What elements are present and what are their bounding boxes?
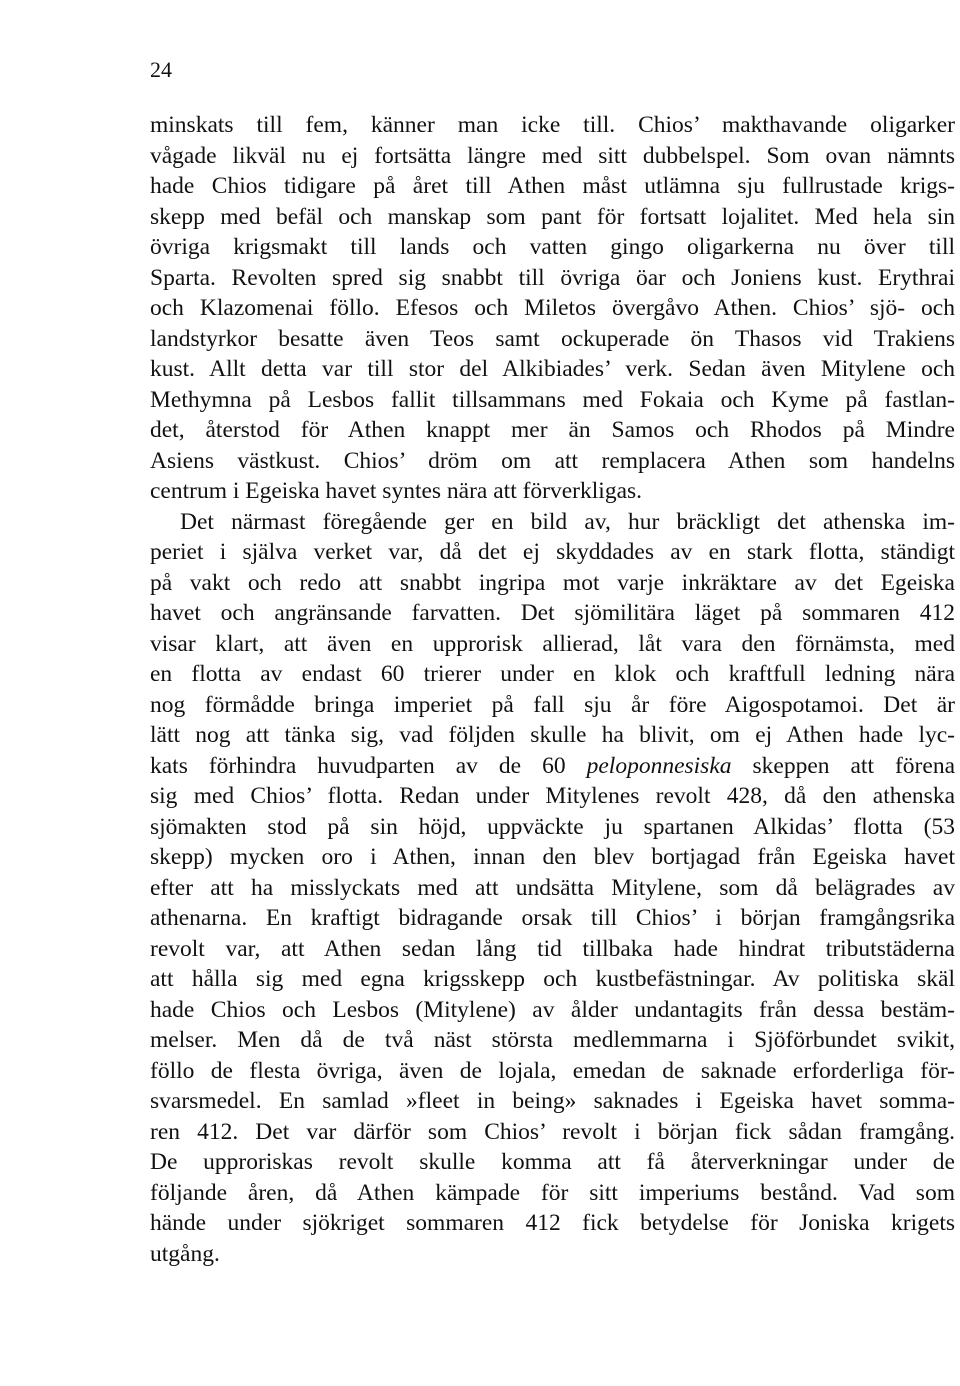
text-line: föllo de flesta övriga, även de lojala, emedan de saknade erforderliga för- (150, 1057, 955, 1084)
text-line: sig med Chios’ flotta. Redan under Mitylenes revolt 428, då den athenska (150, 783, 955, 809)
text-line: skepp) mycken oro i Athen, innan den blev bortjagad från Egeiska havet (150, 844, 955, 870)
text-line: nog förmådde bringa imperiet på fall sju år före Aigospotamoi. Det är (150, 691, 955, 718)
text-line: hände under sjökriget sommaren 412 fick betydelse för Joniska krigets (150, 1210, 955, 1236)
text-line: en flotta av endast 60 trierer under en klok och kraftfull ledning nära (150, 661, 955, 687)
text-line: det, återstod för Athen knappt mer än Samos och Rhodos på Mindre (150, 417, 955, 443)
text-line: Sparta. Revolten spred sig snabbt till övriga öar och Joniens kust. Erythrai (150, 264, 955, 291)
text-line: periet i själva verket var, då det ej skyddades av en stark flotta, ständigt (150, 539, 955, 565)
text-line: revolt var, att Athen sedan lång tid tillbaka hade hindrat tributstäderna (150, 935, 955, 962)
paragraph-2 (150, 507, 955, 1270)
text-line: havet och angränsande farvatten. Det sjömilitära läget på sommaren 412 (150, 600, 955, 626)
text-line: landstyrkor besatte även Teos samt ockuperade ön Thasos vid Trakiens (150, 325, 955, 352)
text-line: följande åren, då Athen kämpade för sitt imperiums bestånd. Vad som (150, 1179, 955, 1206)
text-line: efter att ha misslyckats med att undsätta Mitylene, som då belägrades av (150, 874, 955, 901)
italic-word: peloponnesiska (586, 752, 732, 779)
text-line: minskats till fem, känner man icke till. Chios’ makthavande oligarker (150, 112, 955, 138)
text-line: centrum i Egeiska havet syntes nära att förverkligas. (150, 478, 643, 504)
text-line: övriga krigsmakt till lands och vatten gingo oligarkerna nu över till (150, 234, 955, 260)
body-text (150, 110, 955, 1269)
text-line: lätt nog att tänka sig, vad följden skulle ha blivit, om ej Athen hade lyc- (150, 722, 955, 748)
text-line: vågade likväl nu ej fortsätta längre med sitt dubbelspel. Som ovan nämnts (150, 142, 955, 169)
text-line: athenarna. En kraftigt bidragande orsak till Chios’ i början framgångsrika (150, 905, 955, 931)
text-line-with-italic (150, 751, 955, 782)
text-line: melser. Men då de två näst största medlemmarna i Sjöförbundet svikit, (150, 1027, 955, 1053)
text-segment: skeppen att förena (731, 752, 955, 779)
text-line: ren 412. Det var därför som Chios’ revolt i början fick sådan framgång. (150, 1118, 955, 1145)
text-line: De upproriskas revolt skulle komma att få återverkningar under de (150, 1149, 955, 1175)
text-line: svarsmedel. En samlad »fleet in being» saknades i Egeiska havet somma- (150, 1088, 955, 1114)
text-line: sjömakten stod på sin höjd, uppväckte ju spartanen Alkidas’ flotta (53 (150, 813, 955, 840)
text-line: Asiens västkust. Chios’ dröm om att remplacera Athen som handelns (150, 447, 955, 474)
text-line: skepp med befäl och manskap som pant för fortsatt lojalitet. Med hela sin (150, 203, 955, 230)
text-line: visar klart, att även en upprorisk allierad, låt vara den förnämsta, med (150, 630, 955, 657)
text-line: Det närmast föregående ger en bild av, hur bräckligt det athenska im- (180, 508, 955, 535)
page-number: 24 (150, 57, 172, 82)
text-line: att hålla sig med egna krigsskepp och kustbefästningar. Av politiska skäl (150, 966, 955, 992)
text-line: kust. Allt detta var till stor del Alkibiades’ verk. Sedan även Mitylene och (150, 356, 955, 382)
text-line: på vakt och redo att snabbt ingripa mot varje inkräktare av det Egeiska (150, 569, 955, 596)
text-line: hade Chios och Lesbos (Mitylene) av ålder undantagits från dessa bestäm- (150, 996, 955, 1023)
text-line: utgång. (150, 1240, 220, 1267)
text-line: hade Chios tidigare på året till Athen måst utlämna sju fullrustade krigs- (150, 173, 955, 199)
text-line: Methymna på Lesbos fallit tillsammans med Fokaia och Kyme på fastlan- (150, 386, 955, 413)
paragraph-1 (150, 110, 955, 507)
text-segment: kats förhindra huvudparten av de 60 (150, 752, 587, 779)
text-line: och Klazomenai föllo. Efesos och Miletos övergåvo Athen. Chios’ sjö- och (150, 295, 955, 321)
